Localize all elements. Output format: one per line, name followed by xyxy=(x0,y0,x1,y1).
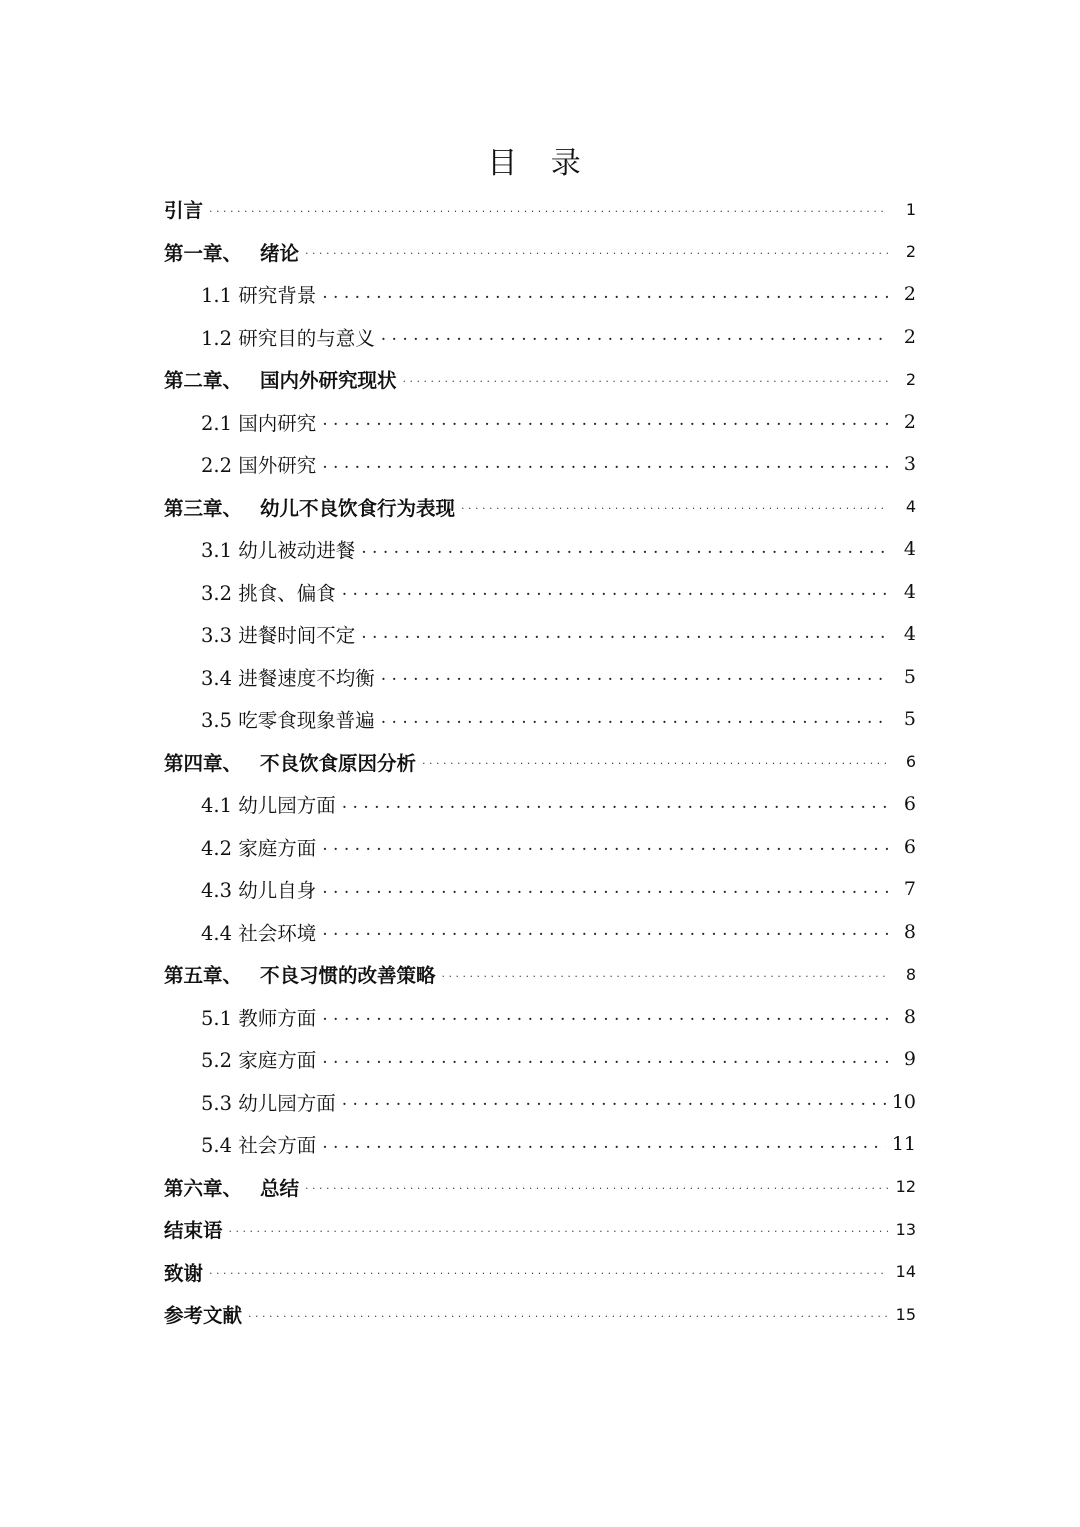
toc-entry-label xyxy=(201,450,316,478)
toc-page-number: 2 xyxy=(905,242,916,262)
toc-dot-leader xyxy=(361,540,888,560)
toc-dot-leader xyxy=(322,1050,888,1070)
toc-entry-label xyxy=(164,1258,203,1286)
toc-section-entry[interactable] xyxy=(164,698,916,741)
toc-chapter-entry[interactable] xyxy=(164,1166,916,1209)
toc-page-number: 2 xyxy=(903,325,916,348)
toc-section-entry[interactable] xyxy=(164,868,916,911)
toc-entry-title: 1.1 研究背景 xyxy=(201,284,317,308)
toc-entry-title: 5.1 教师方面 xyxy=(201,1006,317,1030)
toc-page-number: 8 xyxy=(903,1005,916,1028)
toc-page-number: 3 xyxy=(903,453,916,476)
toc-page-number: 14 xyxy=(895,1262,916,1282)
toc-entry-title: 参考文献 xyxy=(164,1304,243,1328)
toc-entry-title: 4.1 幼儿园方面 xyxy=(201,794,336,818)
toc-entry-title: 3.3 进餐时间不定 xyxy=(201,624,356,648)
toc-entry-label xyxy=(201,790,336,818)
toc-page-number: 2 xyxy=(903,410,916,433)
toc-section-entry[interactable] xyxy=(164,783,916,826)
toc-entry-title: 4.4 社会环境 xyxy=(201,921,317,945)
toc-dot-leader xyxy=(209,200,888,220)
toc-entry-label xyxy=(201,833,316,861)
toc-chapter-entry[interactable] xyxy=(164,231,916,274)
toc-page-number: 4 xyxy=(903,623,916,646)
toc-dot-leader xyxy=(342,582,888,602)
toc-entry-title: 结束语 xyxy=(164,1219,223,1243)
toc-page-number: 4 xyxy=(903,580,916,603)
toc-entry-label xyxy=(164,1300,242,1328)
toc-page-number: 5 xyxy=(903,708,916,731)
toc-chapter-number: 第三章、 xyxy=(164,496,243,520)
toc-chapter-number: 第一章、 xyxy=(164,241,243,265)
toc-section-entry[interactable] xyxy=(164,528,916,571)
toc-entry-label xyxy=(164,195,203,223)
toc-page-number: 6 xyxy=(903,793,916,816)
toc-entry-label xyxy=(201,280,316,308)
toc-dot-leader xyxy=(229,1220,888,1240)
toc-dot-leader xyxy=(381,667,888,687)
toc-entry-label xyxy=(164,1173,299,1201)
toc-chapter-entry[interactable] xyxy=(164,1251,916,1294)
toc-entry-label xyxy=(201,1130,316,1158)
toc-section-entry[interactable] xyxy=(164,273,916,316)
toc-section-entry[interactable] xyxy=(164,316,916,359)
toc-section-entry[interactable] xyxy=(164,996,916,1039)
toc-chapter-entry[interactable] xyxy=(164,486,916,529)
toc-entry-title: 3.5 吃零食现象普遍 xyxy=(201,709,375,733)
toc-chapter-number: 第四章、 xyxy=(164,751,243,775)
toc-entry-title: 总结 xyxy=(260,1176,300,1200)
toc-entry-label xyxy=(201,408,316,436)
toc-entry-label xyxy=(164,365,397,393)
toc-dot-leader xyxy=(305,242,888,262)
toc-entry-title: 3.1 幼儿被动进餐 xyxy=(201,539,356,563)
toc-entry-title: 5.4 社会方面 xyxy=(201,1134,317,1158)
toc-entry-label xyxy=(164,748,416,776)
toc-page-number: 2 xyxy=(903,283,916,306)
toc-dot-leader xyxy=(248,1305,888,1325)
toc-dot-leader xyxy=(305,1177,888,1197)
toc-page-number: 8 xyxy=(903,920,916,943)
toc-page-number: 7 xyxy=(903,878,916,901)
toc-entry-label xyxy=(164,493,455,521)
toc-dot-leader xyxy=(342,1092,886,1112)
toc-chapter-entry[interactable] xyxy=(164,953,916,996)
toc-entry-title: 5.2 家庭方面 xyxy=(201,1049,317,1073)
toc-entry-title: 4.3 幼儿自身 xyxy=(201,879,317,903)
toc-dot-leader xyxy=(209,1262,888,1282)
toc-chapter-number: 第二章、 xyxy=(164,369,243,393)
toc-entry-label xyxy=(164,960,436,988)
toc-entry-title: 5.3 幼儿园方面 xyxy=(201,1091,336,1115)
toc-page-number: 15 xyxy=(895,1304,916,1324)
toc-dot-leader xyxy=(322,922,888,942)
toc-page-number: 12 xyxy=(895,1177,916,1197)
toc-page-number: 6 xyxy=(903,835,916,858)
toc-entry-label xyxy=(201,1003,316,1031)
toc-page-number: 10 xyxy=(891,1090,916,1113)
toc-entry-title: 3.2 挑食、偏食 xyxy=(201,581,336,605)
toc-entry-title: 幼儿不良饮食行为表现 xyxy=(260,496,456,520)
toc-entry-title: 不良习惯的改善策略 xyxy=(260,964,436,988)
toc-entry-label xyxy=(164,238,299,266)
toc-section-entry[interactable] xyxy=(164,826,916,869)
toc-dot-leader xyxy=(322,285,888,305)
toc-dot-leader xyxy=(322,455,888,475)
toc-dot-leader xyxy=(342,795,888,815)
toc-chapter-number: 第六章、 xyxy=(164,1176,243,1200)
toc-section-entry[interactable] xyxy=(164,443,916,486)
toc-section-entry[interactable] xyxy=(164,656,916,699)
toc-chapter-number: 第五章、 xyxy=(164,964,243,988)
toc-dot-leader xyxy=(322,880,888,900)
toc-page-number: 2 xyxy=(905,369,916,389)
toc-entry-label xyxy=(201,918,316,946)
toc-entry-title: 4.2 家庭方面 xyxy=(201,836,317,860)
toc-page-number: 6 xyxy=(905,752,916,772)
toc-section-entry[interactable] xyxy=(164,1038,916,1081)
toc-entry-label xyxy=(201,1088,336,1116)
toc-chapter-entry[interactable] xyxy=(164,741,916,784)
toc-entry-title: 国内外研究现状 xyxy=(260,369,397,393)
toc-entry-label xyxy=(164,1215,223,1243)
toc-title: 目 录 xyxy=(487,146,593,181)
toc-page-number: 11 xyxy=(891,1133,916,1156)
toc-dot-leader xyxy=(381,710,888,730)
toc-entry-title: 绪论 xyxy=(260,241,300,265)
toc-entry-label xyxy=(201,705,375,733)
toc-dot-leader xyxy=(381,327,888,347)
toc-section-entry[interactable] xyxy=(164,613,916,656)
toc-page-number: 4 xyxy=(903,538,916,561)
toc-entry-label xyxy=(201,875,316,903)
toc-section-entry[interactable] xyxy=(164,401,916,444)
toc-entry-title: 致谢 xyxy=(164,1261,204,1285)
toc-dot-leader xyxy=(322,1007,888,1027)
toc-dot-leader xyxy=(442,965,888,985)
toc-dot-leader xyxy=(403,370,888,390)
toc-chapter-entry[interactable] xyxy=(164,188,916,231)
toc-page-number: 8 xyxy=(905,964,916,984)
toc-entry-label xyxy=(201,1045,316,1073)
toc-entry-label xyxy=(201,323,375,351)
toc-entry-label xyxy=(201,663,375,691)
toc-page-number: 1 xyxy=(905,199,916,219)
toc-entry-title: 不良饮食原因分析 xyxy=(260,751,417,775)
toc-entry-label xyxy=(201,535,355,563)
toc-dot-leader xyxy=(322,1135,886,1155)
toc-entry-label xyxy=(201,620,355,648)
toc-section-entry[interactable] xyxy=(164,911,916,954)
toc-page-number: 13 xyxy=(895,1219,916,1239)
toc-dot-leader xyxy=(322,837,888,857)
toc-section-entry[interactable] xyxy=(164,1081,916,1124)
toc-entry-label xyxy=(201,578,336,606)
toc-entry-title: 引言 xyxy=(164,199,204,223)
toc-dot-leader xyxy=(361,625,888,645)
toc-chapter-entry[interactable] xyxy=(164,358,916,401)
toc-dot-leader xyxy=(422,752,888,772)
toc-chapter-entry[interactable] xyxy=(164,1208,916,1251)
toc-section-entry[interactable] xyxy=(164,1123,916,1166)
toc-page-number: 5 xyxy=(903,665,916,688)
toc-entry-title: 2.1 国内研究 xyxy=(201,411,317,435)
toc-entry-title: 2.2 国外研究 xyxy=(201,454,317,478)
toc-entry-title: 3.4 进餐速度不均衡 xyxy=(201,666,375,690)
toc-section-entry[interactable] xyxy=(164,571,916,614)
table-of-contents xyxy=(164,188,916,1336)
toc-dot-leader xyxy=(322,412,888,432)
toc-dot-leader xyxy=(461,497,888,517)
toc-page-number: 9 xyxy=(903,1048,916,1071)
toc-entry-title: 1.2 研究目的与意义 xyxy=(201,326,375,350)
toc-page-number: 4 xyxy=(905,497,916,517)
toc-chapter-entry[interactable] xyxy=(164,1293,916,1336)
